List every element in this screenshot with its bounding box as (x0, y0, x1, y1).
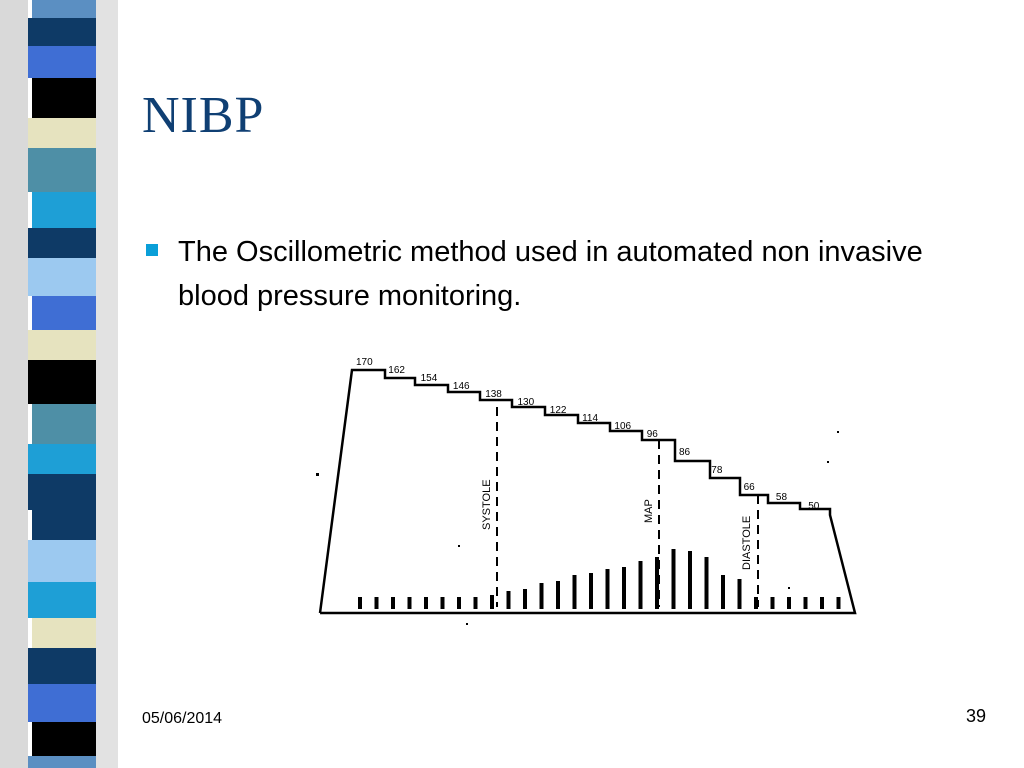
systole-label: SYSTOLE (481, 479, 493, 530)
oscillation-bar (820, 597, 824, 609)
oscillation-bar (804, 597, 808, 609)
strip-block (32, 722, 96, 756)
slide-title: NIBP (142, 87, 265, 144)
page-number: 39 (966, 706, 987, 726)
strip-block (28, 540, 96, 582)
strip-block (28, 444, 96, 474)
oscillation-bar (721, 575, 725, 609)
oscillation-bar (787, 597, 791, 609)
strip-block (28, 18, 96, 46)
oscillation-bar (738, 579, 742, 609)
strip-block (32, 0, 96, 18)
strip-block (28, 118, 96, 148)
strip-block (32, 404, 96, 444)
oscillation-bar (507, 591, 511, 609)
strip-block (32, 510, 96, 540)
oscillation-bar (837, 597, 841, 609)
cuff-pressure-curve (320, 370, 855, 613)
oscillation-bar (672, 549, 676, 609)
bullet-item (146, 230, 966, 318)
strip-block (28, 360, 96, 404)
bullet-text: The Oscillometric method used in automated non invasive blood pressure monitoring. (178, 236, 923, 312)
step-label: 122 (549, 405, 567, 416)
oscillation-bar (688, 551, 692, 609)
step-label: 78 (711, 465, 723, 476)
oscillation-bar (490, 595, 494, 609)
step-label: 58 (775, 492, 788, 503)
oscillation-bar (358, 597, 362, 609)
oscillation-bar (441, 597, 445, 609)
strip-block (28, 474, 96, 510)
oscillation-bar (523, 589, 527, 609)
oscillation-bar (639, 561, 643, 609)
oscillation-bar (622, 567, 626, 609)
step-label: 130 (517, 397, 535, 408)
oscillation-bar (573, 575, 577, 609)
oscillation-bar (375, 597, 379, 609)
strip-block (28, 582, 96, 618)
step-label: 106 (614, 421, 632, 432)
step-label: 96 (646, 429, 658, 440)
step-label: 170 (356, 357, 373, 368)
decorative-color-strip (0, 0, 118, 768)
oscillation-bar (457, 597, 461, 609)
strip-block (32, 296, 96, 330)
oscillometric-diagram (300, 345, 880, 635)
step-label: 50 (808, 501, 820, 512)
strip-block (28, 648, 96, 684)
oscillation-bar (391, 597, 395, 609)
oscillation-bar (606, 569, 610, 609)
strip-block (32, 618, 96, 648)
strip-block (32, 192, 96, 228)
step-label: 162 (388, 365, 405, 376)
strip-block (28, 148, 96, 192)
oscillation-bar (771, 597, 775, 609)
footer-date: 05/06/2014 (142, 710, 223, 727)
oscillation-bar (754, 597, 758, 609)
strip-block (28, 330, 96, 360)
strip-block (28, 756, 96, 768)
strip-block (32, 78, 96, 118)
oscillation-bar (655, 557, 659, 609)
oscillation-bar (474, 597, 478, 609)
diastole-label: DIASTOLE (741, 515, 753, 570)
oscillation-bar (556, 581, 560, 609)
step-label: 154 (420, 373, 438, 384)
oscillation-bar (540, 583, 544, 609)
step-label: 138 (485, 389, 502, 400)
oscillation-bar (424, 597, 428, 609)
oscillation-bar (408, 597, 412, 609)
strip-block (28, 228, 96, 258)
strip-block (28, 258, 96, 296)
step-label: 146 (452, 381, 470, 392)
strip-block (28, 46, 96, 78)
step-label: 86 (679, 447, 691, 458)
step-label: 66 (743, 482, 755, 493)
map-label: MAP (643, 499, 655, 523)
bullet-square-icon (146, 244, 158, 256)
step-label: 114 (582, 413, 599, 424)
oscillation-bar (589, 573, 593, 609)
oscillation-bar (705, 557, 709, 609)
strip-block (28, 684, 96, 722)
